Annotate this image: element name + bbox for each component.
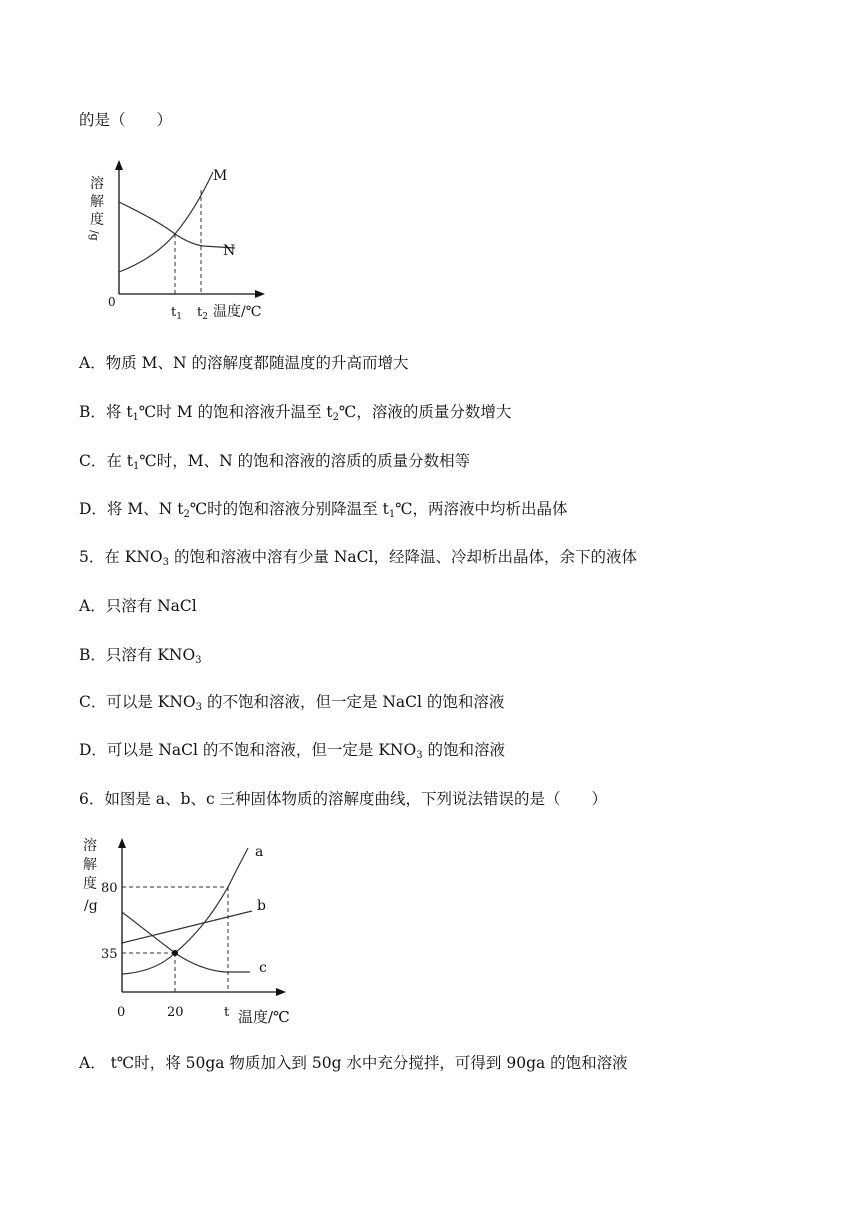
q5-stem: 5．在 $KNO_3$ 的饱和溶液中溶有少量 NaCl，经降温、冷却析出晶体，余下的液体 [79, 548, 637, 568]
series-label-c: c [259, 960, 267, 976]
x-arrow [255, 290, 265, 298]
q4-option-d: D．将 M、N $t_2℃$时的饱和溶液分别降温至 $t_1℃$，两溶液中均析出晶体 [79, 500, 568, 520]
xtick-t: t [224, 1005, 230, 1020]
ylabel-0: 溶 [90, 176, 104, 192]
curve-m [119, 172, 213, 272]
question-tail: 的是（ ） [79, 111, 173, 129]
origin-label: 0 [117, 1005, 126, 1020]
y-arrow [115, 160, 123, 170]
intersection-point [172, 950, 178, 956]
ylabel-1: 解 [83, 857, 97, 873]
ylabel-3: /g [88, 230, 101, 241]
q5-option-b: B．只溶有 $KNO_3$ [79, 646, 202, 666]
q5-option-d: D．可以是 NaCl 的不饱和溶液，但一定是 $KNO_3$ 的饱和溶液 [79, 741, 505, 761]
origin-label: 0 [108, 295, 116, 309]
ytick-35: 35 [101, 947, 118, 962]
q4-option-b: B．将 $t_1℃$时 M 的饱和溶液升温至 $t_2℃$，溶液的质量分数增大 [79, 403, 512, 423]
ylabel-0: 溶 [83, 838, 97, 854]
q4-option-c: C．在 $t_1℃$时，M、N 的饱和溶液的溶质的质量分数相等 [79, 452, 471, 472]
curve-n [119, 202, 235, 248]
y-arrow [118, 838, 126, 848]
ylabel-1: 解 [90, 194, 104, 210]
series-label-m: M [213, 168, 228, 184]
xlabel: 温度/℃ [213, 304, 262, 320]
ylabel-2: 度 [90, 212, 104, 228]
ylabel-3: /g [84, 898, 98, 914]
q5-option-a: A．只溶有 NaCl [79, 597, 197, 615]
ylabel-2: 度 [83, 876, 97, 892]
q4-option-a: A．物质 M、N 的溶解度都随温度的升高而增大 [79, 354, 409, 372]
curve-a [122, 848, 248, 974]
series-label-a: a [255, 844, 264, 860]
solubility-chart-mn [85, 160, 275, 325]
xtick-20: 20 [167, 1005, 184, 1020]
xtick-t2: $t_2$ [197, 305, 208, 322]
series-label-b: b [257, 898, 266, 914]
series-label-n: N [223, 243, 236, 259]
xtick-t1: $t_1$ [171, 305, 182, 322]
q5-option-c: C．可以是 $KNO_3$ 的不饱和溶液，但一定是 NaCl 的饱和溶液 [79, 693, 505, 713]
x-arrow [276, 988, 286, 996]
solubility-chart-abc [80, 832, 310, 1032]
curve-c [122, 912, 250, 972]
xlabel: 温度/℃ [238, 1008, 290, 1026]
q6-option-a: A． t℃时，将 50ga 物质加入到 50g 水中充分搅拌，可得到 90ga 的饱和溶液 [79, 1054, 628, 1072]
ytick-80: 80 [101, 881, 118, 896]
q6-stem: 6．如图是 a、b、c 三种固体物质的溶解度曲线，下列说法错误的是（ ） [79, 790, 608, 808]
